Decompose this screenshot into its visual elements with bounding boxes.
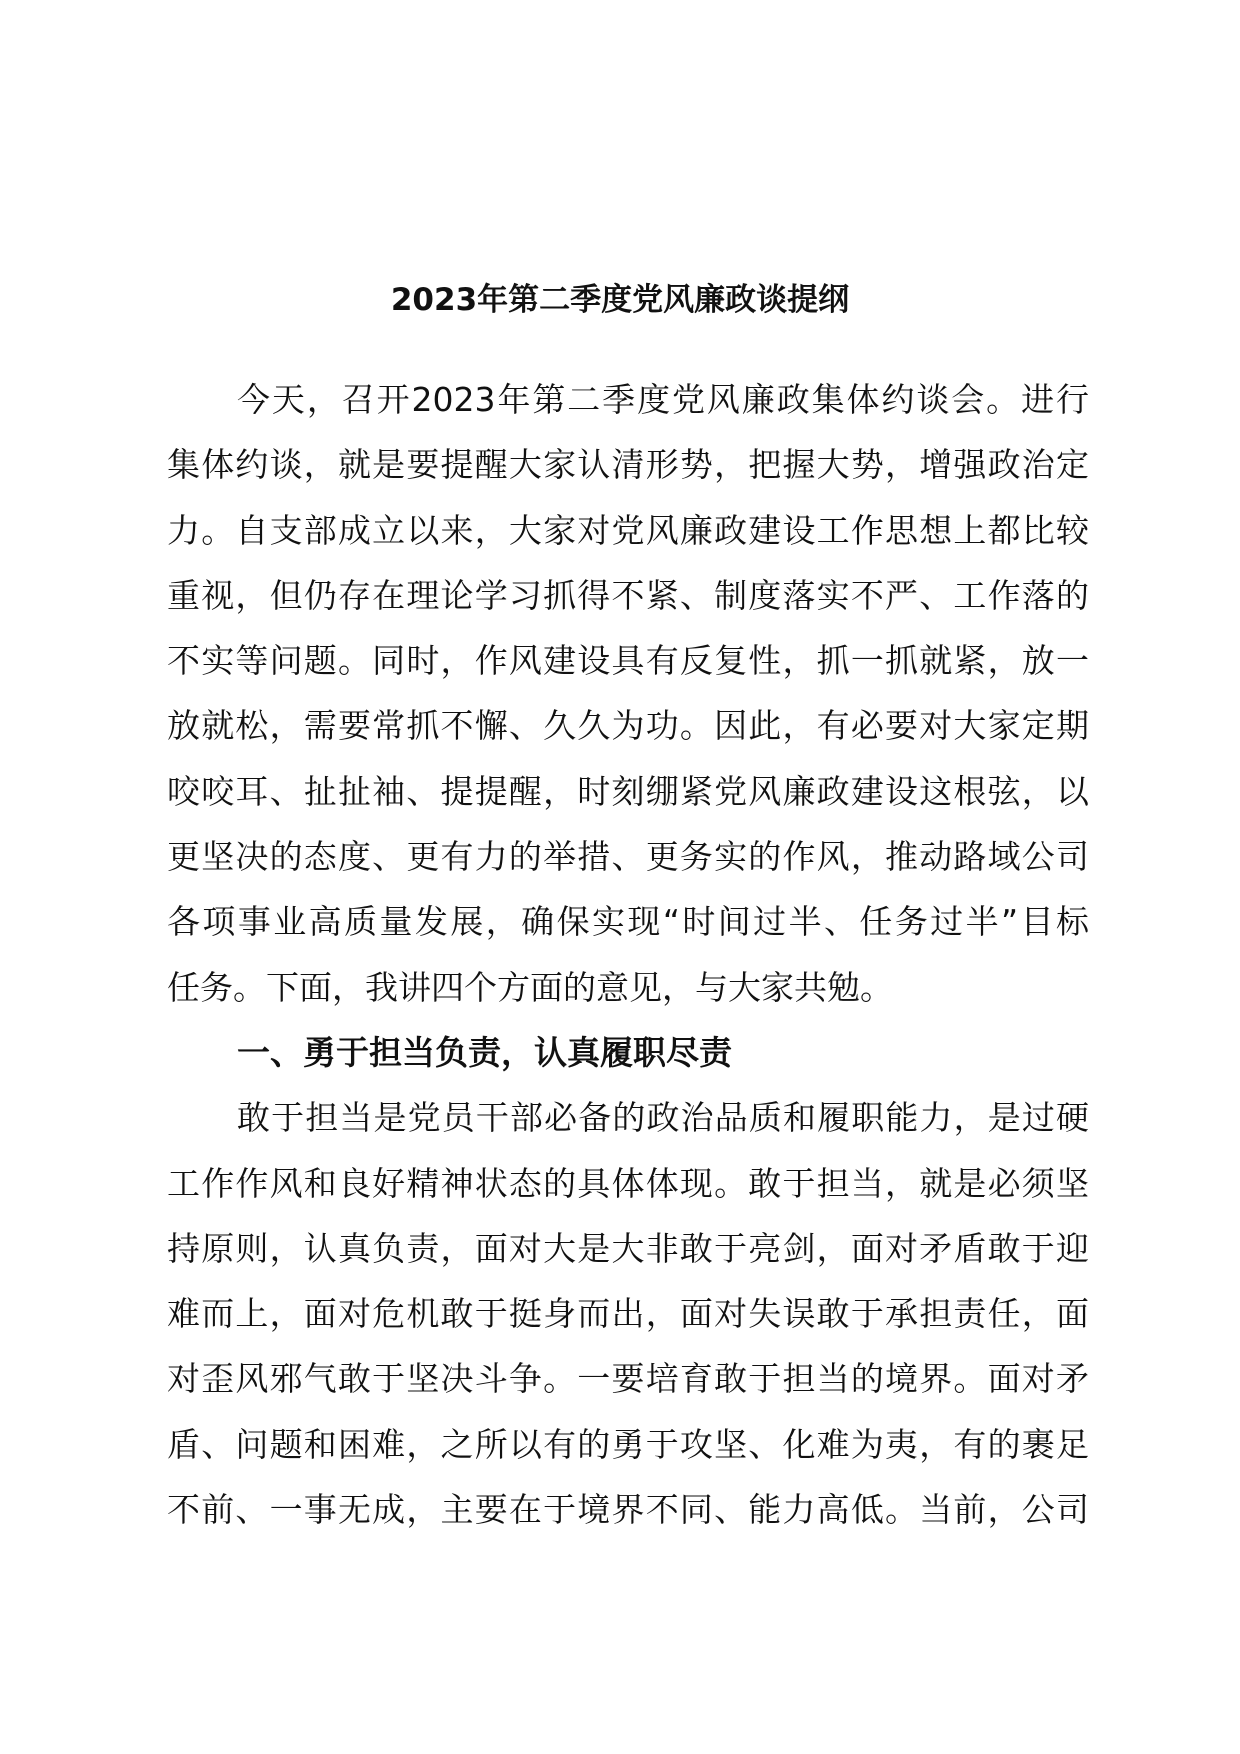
document-title: 2023年第二季度党风廉政谈提纲 (390, 282, 850, 318)
text-line: 对歪风邪气敢于坚决斗争。一要培育敢于担当的境界。面对矛 (167, 1359, 1089, 1399)
paragraph-intro (167, 367, 1089, 1020)
text-line: 放就松，需要常抓不懈、久久为功。因此，有必要对大家定期 (167, 706, 1089, 746)
text-line: 更坚决的态度、更有力的举措、更务实的作风，推动路域公司 (167, 837, 1089, 877)
text-line: 难而上，面对危机敢于挺身而出，面对失误敢于承担责任，面 (167, 1294, 1089, 1334)
text-line: 重视，但仍存在理论学习抓得不紧、制度落实不严、工作落的 (167, 575, 1089, 615)
section-heading: 一、勇于担当负责，认真履职尽责 (237, 1032, 732, 1072)
paragraph-section-1 (167, 1085, 1089, 1542)
text-line: 工作作风和良好精神状态的具体体现。敢于担当，就是必须坚 (167, 1163, 1089, 1203)
text-line: 不前、一事无成，主要在于境界不同、能力高低。当前，公司 (167, 1490, 1089, 1530)
text-line: 集体约谈，就是要提醒大家认清形势，把握大势，增强政治定 (167, 445, 1089, 485)
document-body (167, 367, 1089, 1542)
text-line: 咬咬耳、扯扯袖、提提醒，时刻绷紧党风廉政建设这根弦，以 (167, 771, 1089, 811)
text-line: 任务。下面，我讲四个方面的意见，与大家共勉。 (167, 967, 893, 1007)
text-line: 持原则，认真负责，面对大是大非敢于亮剑，面对矛盾敢于迎 (167, 1228, 1089, 1268)
text-line: 不实等问题。同时，作风建设具有反复性，抓一抓就紧，放一 (167, 641, 1089, 681)
text-line: 盾、问题和困难，之所以有的勇于攻坚、化难为夷，有的裹足 (167, 1424, 1089, 1464)
text-line: 今天，召开2023年第二季度党风廉政集体约谈会。进行 (237, 380, 1089, 419)
text-line: 敢于担当是党员干部必备的政治品质和履职能力，是过硬 (237, 1098, 1089, 1138)
text-line: 力。自支部成立以来，大家对党风廉政建设工作思想上都比较 (167, 510, 1089, 550)
text-line: 各项事业高质量发展，确保实现“时间过半、任务过半”目标 (167, 902, 1089, 942)
